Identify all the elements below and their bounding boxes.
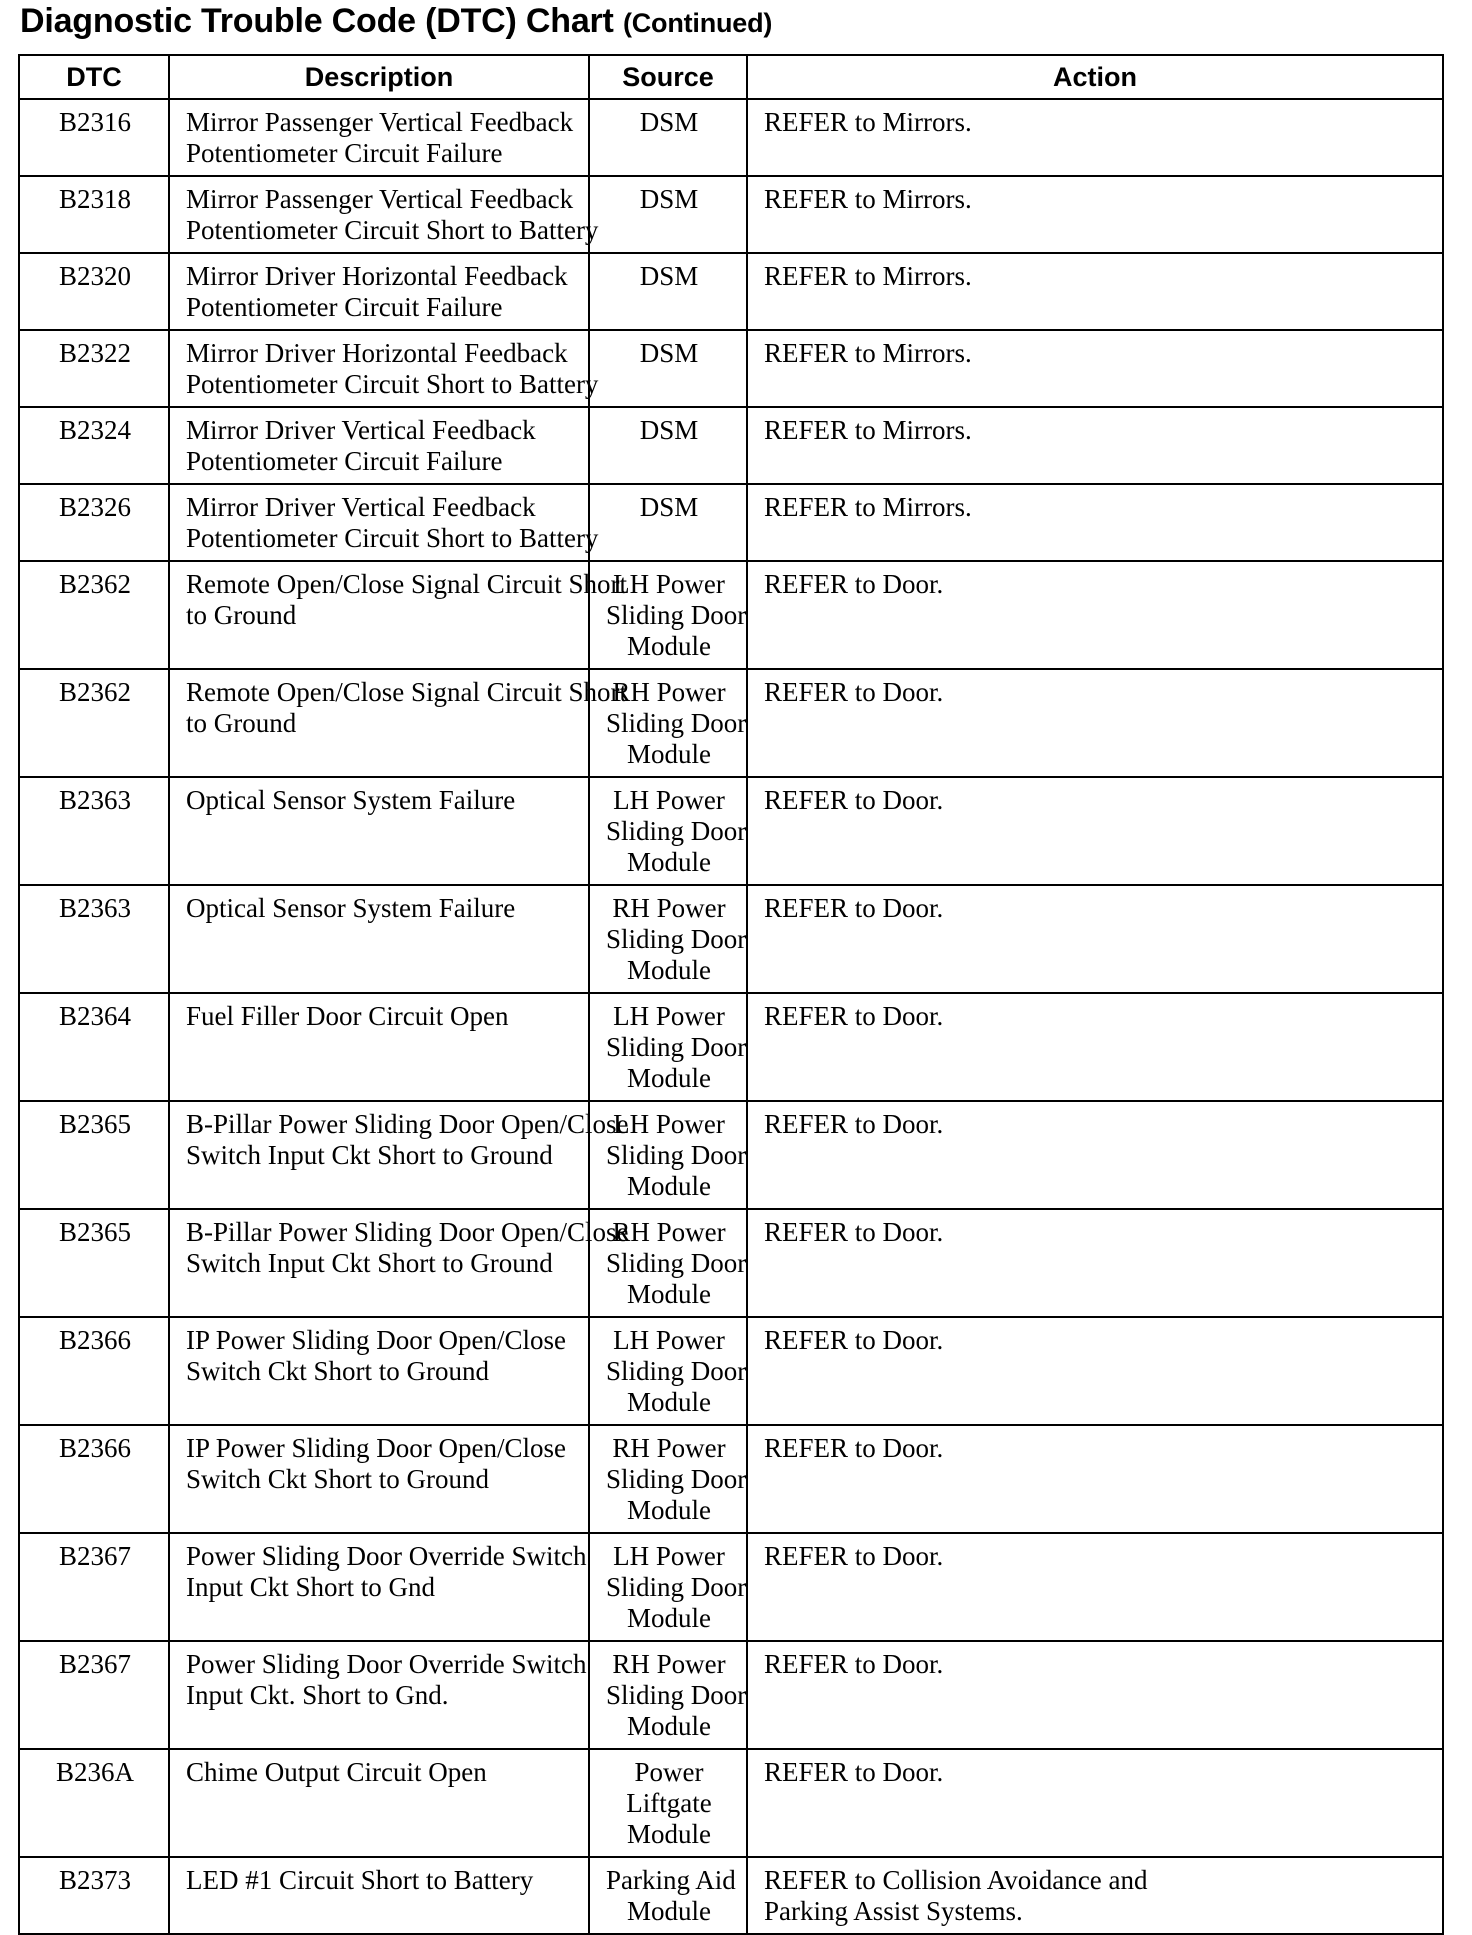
description-cell-line: Remote Open/Close Signal Circuit Short bbox=[186, 677, 627, 707]
source-cell-line: Sliding Door bbox=[606, 1140, 747, 1170]
source-cell-line: Power bbox=[634, 1757, 704, 1787]
description-cell-line: Mirror Driver Vertical Feedback bbox=[186, 492, 536, 522]
action-cell bbox=[747, 484, 1443, 561]
dtc-code-cell: B2362 bbox=[19, 669, 169, 777]
source-cell-line: DSM bbox=[639, 261, 699, 291]
dtc-code-cell: B2367 bbox=[19, 1533, 169, 1641]
dtc-code-cell: B2322 bbox=[19, 330, 169, 407]
action-cell-line: REFER to Door. bbox=[764, 1757, 944, 1787]
source-cell-line: Module bbox=[627, 1171, 711, 1201]
source-cell-line: RH Power bbox=[612, 677, 726, 707]
page-title: Diagnostic Trouble Code (DTC) Chart (Continued) bbox=[20, 2, 773, 40]
description-cell bbox=[169, 885, 589, 993]
dtc-code-cell: B2316 bbox=[19, 99, 169, 176]
table-row bbox=[19, 561, 1443, 669]
source-cell-line: Module bbox=[627, 1495, 711, 1525]
description-cell bbox=[169, 1857, 589, 1934]
action-cell-line: REFER to Mirrors. bbox=[764, 338, 972, 368]
table-row bbox=[19, 777, 1443, 885]
table-row bbox=[19, 885, 1443, 993]
source-cell-line: Module bbox=[627, 1603, 711, 1633]
source-cell bbox=[589, 407, 747, 484]
source-cell-line: DSM bbox=[639, 338, 699, 368]
description-cell bbox=[169, 1641, 589, 1749]
description-cell-line: Potentiometer Circuit Short to Battery bbox=[186, 215, 599, 245]
source-cell-line: DSM bbox=[639, 492, 699, 522]
source-cell bbox=[589, 330, 747, 407]
source-cell-line: Module bbox=[627, 739, 711, 769]
description-cell-line: Power Sliding Door Override Switch bbox=[186, 1649, 587, 1679]
action-cell-line: REFER to Door. bbox=[764, 677, 944, 707]
action-cell bbox=[747, 1533, 1443, 1641]
action-cell bbox=[747, 1641, 1443, 1749]
source-cell bbox=[589, 176, 747, 253]
action-cell bbox=[747, 993, 1443, 1101]
header-dtc: DTC bbox=[19, 55, 169, 99]
description-cell bbox=[169, 484, 599, 561]
description-cell bbox=[169, 176, 599, 253]
dtc-code-cell: B2326 bbox=[19, 484, 169, 561]
source-cell-line: Module bbox=[627, 1387, 711, 1417]
source-cell bbox=[589, 1209, 747, 1317]
source-cell bbox=[589, 1641, 747, 1749]
source-cell-line: Module bbox=[627, 1063, 711, 1093]
source-cell-line: Module bbox=[627, 1711, 711, 1741]
action-cell bbox=[747, 1857, 1443, 1934]
table-row bbox=[19, 330, 1443, 407]
description-cell bbox=[169, 1317, 589, 1425]
description-cell bbox=[169, 330, 599, 407]
source-cell bbox=[589, 1101, 747, 1209]
source-cell bbox=[589, 1749, 747, 1857]
description-cell-line: Potentiometer Circuit Failure bbox=[186, 292, 503, 322]
header-description: Description bbox=[169, 55, 589, 99]
description-cell-line: Mirror Driver Horizontal Feedback bbox=[186, 261, 568, 291]
action-cell-line: REFER to Mirrors. bbox=[764, 184, 972, 214]
source-cell-line: Sliding Door bbox=[606, 1032, 747, 1062]
action-cell bbox=[747, 407, 1443, 484]
action-cell-line: REFER to Door. bbox=[764, 1109, 944, 1139]
table-row bbox=[19, 407, 1443, 484]
description-cell-line: Input Ckt Short to Gnd bbox=[186, 1572, 436, 1602]
action-cell bbox=[747, 777, 1443, 885]
source-cell bbox=[589, 561, 747, 669]
source-cell-line: LH Power bbox=[613, 785, 725, 815]
source-cell-line: Sliding Door bbox=[606, 600, 747, 630]
source-cell-line: Module bbox=[627, 847, 711, 877]
action-cell-line: REFER to Mirrors. bbox=[764, 107, 972, 137]
description-cell-line: Input Ckt. Short to Gnd. bbox=[186, 1680, 449, 1710]
dtc-table bbox=[18, 54, 1444, 1935]
table-row bbox=[19, 1209, 1443, 1317]
table-row bbox=[19, 1101, 1443, 1209]
action-cell bbox=[747, 1209, 1443, 1317]
title-continued: (Continued) bbox=[622, 8, 773, 38]
source-cell-line: Module bbox=[627, 1279, 711, 1309]
source-cell-line: LH Power bbox=[613, 569, 725, 599]
action-cell bbox=[747, 561, 1443, 669]
action-cell-line: REFER to Door. bbox=[764, 1433, 944, 1463]
source-cell bbox=[589, 885, 747, 993]
source-cell bbox=[589, 1425, 747, 1533]
table-row bbox=[19, 669, 1443, 777]
table-row bbox=[19, 1641, 1443, 1749]
source-cell-line: Sliding Door bbox=[606, 1464, 747, 1494]
source-cell-line: LH Power bbox=[613, 1325, 725, 1355]
description-cell-line: Power Sliding Door Override Switch bbox=[186, 1541, 587, 1571]
source-cell-line: LH Power bbox=[613, 1001, 725, 1031]
description-cell-line: Switch Input Ckt Short to Ground bbox=[186, 1248, 553, 1278]
source-cell-line: Sliding Door bbox=[606, 1680, 747, 1710]
description-cell bbox=[169, 1209, 629, 1317]
action-cell-line: REFER to Mirrors. bbox=[764, 415, 972, 445]
source-cell-line: DSM bbox=[639, 184, 699, 214]
description-cell bbox=[169, 407, 589, 484]
description-cell-line: IP Power Sliding Door Open/Close bbox=[186, 1433, 566, 1463]
table-row bbox=[19, 99, 1443, 176]
action-cell-line: REFER to Door. bbox=[764, 1325, 944, 1355]
description-cell-line: IP Power Sliding Door Open/Close bbox=[186, 1325, 566, 1355]
dtc-code-cell: B2373 bbox=[19, 1857, 169, 1934]
description-cell bbox=[169, 253, 589, 330]
source-cell-line: Parking Aid bbox=[606, 1865, 736, 1895]
source-cell-line: LH Power bbox=[613, 1541, 725, 1571]
description-cell-line: LED #1 Circuit Short to Battery bbox=[186, 1865, 534, 1895]
source-cell bbox=[589, 993, 747, 1101]
dtc-code-cell: B2320 bbox=[19, 253, 169, 330]
table-row bbox=[19, 993, 1443, 1101]
description-cell bbox=[169, 1749, 589, 1857]
description-cell-line: Mirror Passenger Vertical Feedback bbox=[186, 107, 574, 137]
dtc-code-cell: B2362 bbox=[19, 561, 169, 669]
source-cell-line: RH Power bbox=[612, 1649, 726, 1679]
action-cell-line: REFER to Mirrors. bbox=[764, 492, 972, 522]
description-cell bbox=[169, 99, 589, 176]
source-cell-line: RH Power bbox=[612, 1433, 726, 1463]
action-cell-line: REFER to Mirrors. bbox=[764, 261, 972, 291]
dtc-code-cell: B2367 bbox=[19, 1641, 169, 1749]
action-cell bbox=[747, 1101, 1443, 1209]
table-row bbox=[19, 176, 1443, 253]
source-cell-line: Module bbox=[627, 955, 711, 985]
header-source: Source bbox=[589, 55, 747, 99]
source-cell-line: Sliding Door bbox=[606, 816, 747, 846]
description-cell-line: to Ground bbox=[186, 708, 297, 738]
dtc-code-cell: B2324 bbox=[19, 407, 169, 484]
source-cell bbox=[589, 669, 747, 777]
dtc-code-cell: B2365 bbox=[19, 1209, 169, 1317]
action-cell bbox=[747, 330, 1443, 407]
description-cell bbox=[169, 669, 627, 777]
dtc-code-cell: B2366 bbox=[19, 1425, 169, 1533]
action-cell bbox=[747, 669, 1443, 777]
action-cell-line: REFER to Door. bbox=[764, 569, 944, 599]
source-cell-line: Sliding Door bbox=[606, 1248, 747, 1278]
dtc-code-cell: B236A bbox=[19, 1749, 169, 1857]
source-cell-line: DSM bbox=[639, 415, 699, 445]
description-cell-line: Optical Sensor System Failure bbox=[186, 785, 516, 815]
table-header-row bbox=[19, 55, 1443, 99]
table-row bbox=[19, 1425, 1443, 1533]
source-cell-line: DSM bbox=[639, 107, 699, 137]
dtc-code-cell: B2318 bbox=[19, 176, 169, 253]
description-cell-line: Potentiometer Circuit Failure bbox=[186, 446, 503, 476]
description-cell-line: Optical Sensor System Failure bbox=[186, 893, 516, 923]
description-cell bbox=[169, 1533, 589, 1641]
action-cell-line: Parking Assist Systems. bbox=[764, 1896, 1023, 1926]
dtc-code-cell: B2364 bbox=[19, 993, 169, 1101]
action-cell-line: REFER to Door. bbox=[764, 1001, 944, 1031]
description-cell-line: Switch Input Ckt Short to Ground bbox=[186, 1140, 553, 1170]
source-cell-line: Module bbox=[627, 631, 711, 661]
description-cell-line: B-Pillar Power Sliding Door Open/Close bbox=[186, 1217, 629, 1247]
dtc-code-cell: B2366 bbox=[19, 1317, 169, 1425]
description-cell-line: Potentiometer Circuit Short to Battery bbox=[186, 523, 599, 553]
table-row bbox=[19, 1317, 1443, 1425]
action-cell bbox=[747, 99, 1443, 176]
action-cell bbox=[747, 885, 1443, 993]
source-cell-line: Liftgate bbox=[626, 1788, 712, 1818]
action-cell-line: REFER to Door. bbox=[764, 1541, 944, 1571]
description-cell-line: Mirror Driver Vertical Feedback bbox=[186, 415, 536, 445]
description-cell-line: Mirror Driver Horizontal Feedback bbox=[186, 338, 568, 368]
description-cell-line: Potentiometer Circuit Short to Battery bbox=[186, 369, 599, 399]
source-cell-line: Sliding Door bbox=[606, 1572, 747, 1602]
action-cell-line: REFER to Collision Avoidance and bbox=[764, 1865, 1148, 1895]
description-cell-line: Potentiometer Circuit Failure bbox=[186, 138, 503, 168]
source-cell bbox=[589, 1857, 747, 1934]
description-cell-line: to Ground bbox=[186, 600, 297, 630]
source-cell-line: Sliding Door bbox=[606, 708, 747, 738]
dtc-code-cell: B2363 bbox=[19, 885, 169, 993]
action-cell bbox=[747, 1317, 1443, 1425]
description-cell-line: Switch Ckt Short to Ground bbox=[186, 1464, 490, 1494]
source-cell-line: Module bbox=[627, 1819, 711, 1849]
action-cell-line: REFER to Door. bbox=[764, 1649, 944, 1679]
description-cell bbox=[169, 1101, 629, 1209]
description-cell bbox=[169, 1425, 589, 1533]
source-cell-line: LH Power bbox=[613, 1109, 725, 1139]
source-cell-line: RH Power bbox=[612, 893, 726, 923]
action-cell bbox=[747, 176, 1443, 253]
source-cell bbox=[589, 1533, 747, 1641]
source-cell-line: Module bbox=[627, 1896, 711, 1926]
action-cell bbox=[747, 1425, 1443, 1533]
description-cell-line: Fuel Filler Door Circuit Open bbox=[186, 1001, 509, 1031]
table-row bbox=[19, 1857, 1443, 1934]
source-cell-line: Sliding Door bbox=[606, 1356, 747, 1386]
description-cell bbox=[169, 993, 589, 1101]
table-row bbox=[19, 253, 1443, 330]
action-cell-line: REFER to Door. bbox=[764, 1217, 944, 1247]
action-cell bbox=[747, 253, 1443, 330]
description-cell-line: Remote Open/Close Signal Circuit Short bbox=[186, 569, 627, 599]
action-cell-line: REFER to Door. bbox=[764, 785, 944, 815]
table-row bbox=[19, 1749, 1443, 1857]
description-cell-line: Mirror Passenger Vertical Feedback bbox=[186, 184, 574, 214]
source-cell bbox=[589, 99, 747, 176]
dtc-code-cell: B2365 bbox=[19, 1101, 169, 1209]
description-cell-line: Chime Output Circuit Open bbox=[186, 1757, 487, 1787]
description-cell-line: B-Pillar Power Sliding Door Open/Close bbox=[186, 1109, 629, 1139]
description-cell bbox=[169, 561, 627, 669]
description-cell bbox=[169, 777, 589, 885]
action-cell bbox=[747, 1749, 1443, 1857]
header-action: Action bbox=[747, 55, 1443, 99]
source-cell bbox=[589, 777, 747, 885]
dtc-code-cell: B2363 bbox=[19, 777, 169, 885]
source-cell-line: RH Power bbox=[612, 1217, 726, 1247]
source-cell bbox=[589, 1317, 747, 1425]
table-row bbox=[19, 484, 1443, 561]
source-cell bbox=[589, 484, 747, 561]
source-cell bbox=[589, 253, 747, 330]
table-body bbox=[19, 99, 1443, 1934]
source-cell-line: Sliding Door bbox=[606, 924, 747, 954]
table-row bbox=[19, 1533, 1443, 1641]
description-cell-line: Switch Ckt Short to Ground bbox=[186, 1356, 490, 1386]
action-cell-line: REFER to Door. bbox=[764, 893, 944, 923]
